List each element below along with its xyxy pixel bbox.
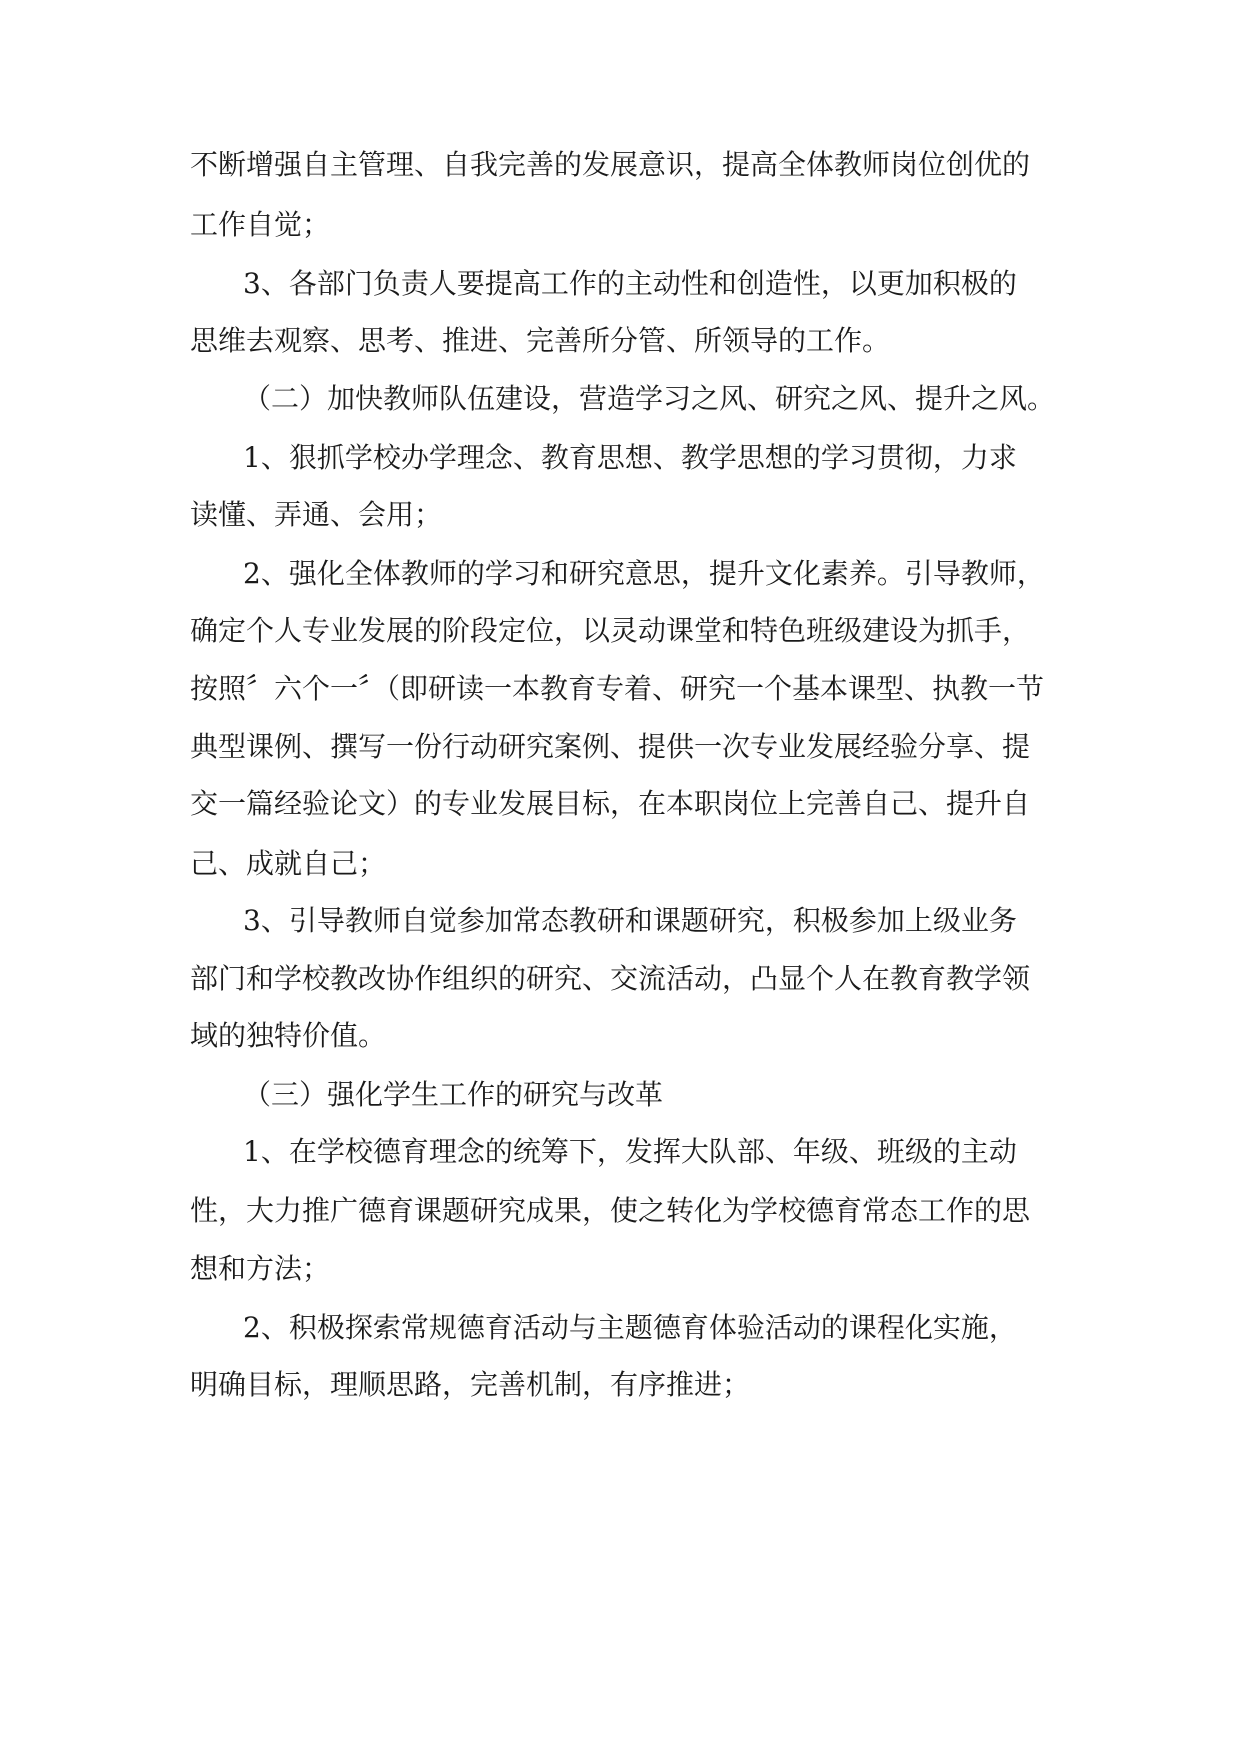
- text-line: 思维去观察、思考、推进、完善所分管、所领导的工作。: [190, 324, 891, 357]
- text-line: 交一篇经验论文）的专业发展目标，在本职岗位上完善自己、提升自: [190, 787, 1031, 820]
- text-line: 想和方法；: [190, 1252, 331, 1285]
- text-line: 2、强化全体教师的学习和研究意思，提升文化素养。引导教师，: [243, 557, 1045, 590]
- text-line: 明确目标，理顺思路，完善机制，有序推进；: [190, 1368, 751, 1401]
- text-line: 确定个人专业发展的阶段定位，以灵动课堂和特色班级建设为抓手，: [190, 614, 1031, 647]
- text-line: 2、积极探索常规德育活动与主题德育体验活动的课程化实施，: [243, 1311, 1017, 1344]
- text-line: 部门和学校教改协作组织的研究、交流活动，凸显个人在教育教学领: [190, 962, 1031, 995]
- text-line: 1、狠抓学校办学理念、教育思想、教学思想的学习贯彻，力求: [243, 441, 1017, 474]
- section-heading: （三）强化学生工作的研究与改革: [243, 1078, 664, 1111]
- text-line: 域的独特价值。: [190, 1019, 387, 1052]
- text-line: 1、在学校德育理念的统筹下，发挥大队部、年级、班级的主动: [243, 1135, 1017, 1168]
- text-line: 工作自觉；: [190, 208, 331, 241]
- section-heading: （二）加快教师队伍建设，营造学习之风、研究之风、提升之风。: [243, 382, 1056, 415]
- text-line: 不断增强自主管理、自我完善的发展意识，提高全体教师岗位创优的: [190, 148, 1031, 181]
- text-line: 3、各部门负责人要提高工作的主动性和创造性，以更加积极的: [243, 267, 1017, 300]
- text-line: 读懂、弄通、会用；: [190, 498, 443, 531]
- text-line: 3、引导教师自觉参加常态教研和课题研究，积极参加上级业务: [243, 904, 1017, 937]
- text-line: 典型课例、撰写一份行动研究案例、提供一次专业发展经验分享、提: [190, 730, 1031, 763]
- text-line: 性，大力推广德育课题研究成果，使之转化为学校德育常态工作的思: [190, 1194, 1031, 1227]
- text-line: 按照〞六个一〞（即研读一本教育专着、研究一个基本课型、执教一节: [190, 672, 1045, 705]
- text-line: 己、成就自己；: [190, 847, 387, 880]
